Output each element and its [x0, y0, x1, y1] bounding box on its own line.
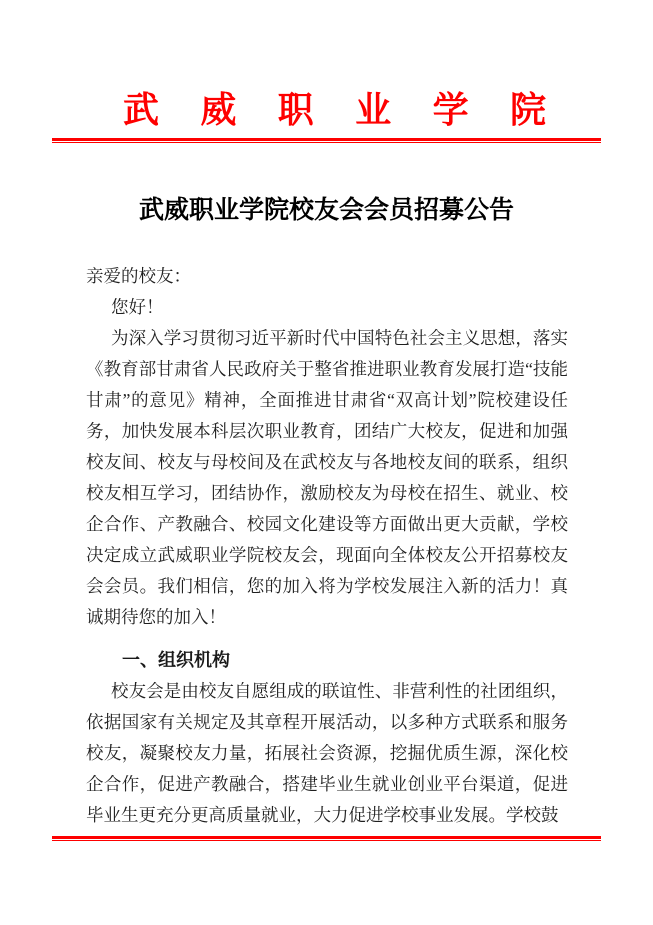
intro-paragraph: 为深入学习贯彻习近平新时代中国特色社会主义思想，落实《教育部甘肃省人民政府关于整省推进职业教育发展打造“技能甘肃”的意见》精神，全面推进甘肃省“双高计划”院校建设任务，加快发展本科层次职业教育，团结广大校友，促进和加强校友间、校友与母校间及在武校友与各地校友间的联系，组织校友相互学习，团结协作，激励校友为母校在招生、就业、校企合作、产教融合、校园文化建设等方面做出更大贡献，学校决定成立武威职业学院校友会，现面向全体校友公开招募校友会会员。我们相信，您的加入将为学校发展注入新的活力！真诚期待您的加入！: [86, 328, 568, 627]
letterhead: [0, 0, 653, 128]
letterhead-rule-top: [52, 138, 601, 143]
section1-paragraph: 校友会是由校友自愿组成的联谊性、非营利性的社团组织，依据国家有关规定及其章程开展活动，以多种方式联系和服务校友，凝聚校友力量，拓展社会资源，挖掘优质生源，深化校企合作，促进产教融合，搭建毕业生就业创业平台渠道，促进毕业生更充分更高质量就业，大力促进学校事业发展。学校鼓: [86, 681, 568, 825]
greeting-line: 您好！: [111, 297, 164, 317]
document-body: [86, 261, 568, 831]
rule-thick-line: [52, 836, 601, 839]
section-heading-1: 一、组织机构: [122, 650, 230, 670]
rule-thick-line: [52, 138, 601, 141]
rule-thin-line: [52, 840, 601, 842]
document-title: 武威职业学院校友会会员招募公告: [138, 197, 514, 224]
school-name: 武威职业学院: [122, 90, 588, 130]
salutation-line: 亲爱的校友：: [86, 266, 191, 286]
footer-rule-bottom: [52, 836, 601, 841]
rule-thin-line: [52, 142, 601, 144]
